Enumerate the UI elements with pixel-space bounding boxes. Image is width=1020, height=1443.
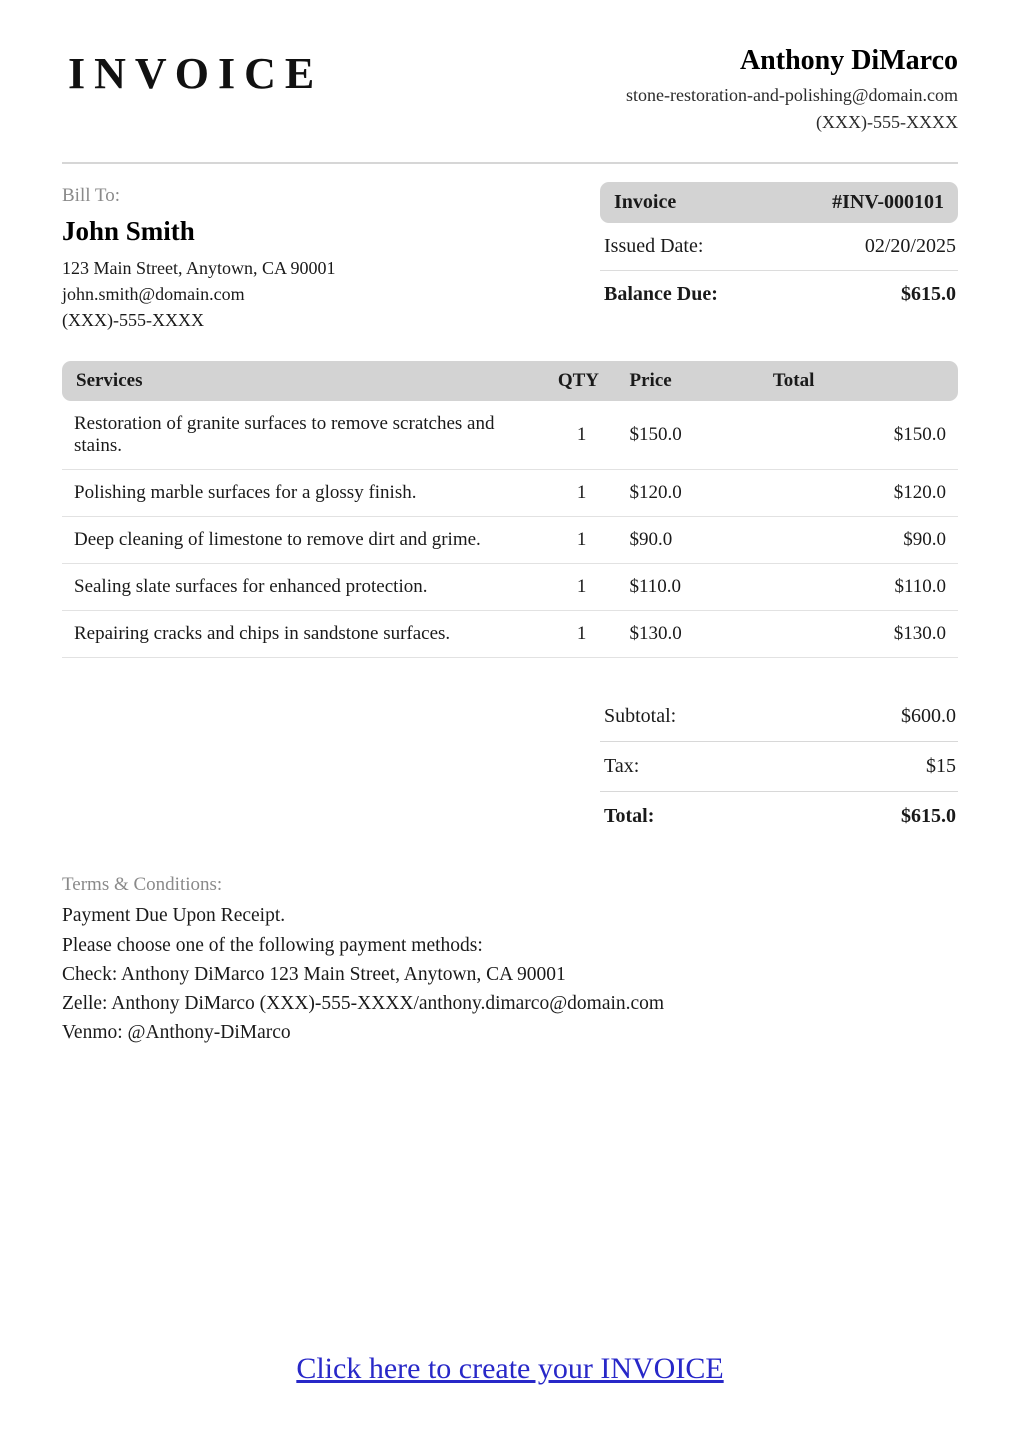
price-column-header: Price	[618, 361, 761, 401]
balance-due-label: Balance Due:	[604, 283, 718, 305]
grand-total-value: $615.0	[901, 804, 956, 827]
service-qty: 1	[546, 610, 618, 657]
terms-label: Terms & Conditions:	[62, 873, 223, 895]
client-name: John Smith	[62, 215, 195, 246]
service-qty: 1	[546, 563, 618, 610]
business-info-block	[626, 40, 958, 136]
tax-row	[600, 742, 958, 792]
terms-section	[62, 871, 958, 1048]
business-email: stone-restoration-and-polishing@domain.com	[625, 85, 958, 105]
tax-value: $15	[926, 754, 956, 777]
document-header	[62, 40, 958, 136]
service-description: Repairing cracks and chips in sandstone surfaces.	[62, 610, 546, 657]
subtotal-row	[600, 692, 958, 742]
service-total: $90.0	[761, 516, 958, 563]
issued-date-label: Issued Date:	[604, 235, 704, 257]
table-row	[62, 401, 958, 470]
table-row	[62, 516, 958, 563]
balance-due-value: $615.0	[901, 283, 956, 305]
service-price: $90.0	[618, 516, 761, 563]
service-description: Restoration of granite surfaces to remove scratches and stains.	[62, 401, 546, 470]
grand-total-row	[600, 792, 958, 841]
billing-section	[62, 182, 958, 333]
invoice-summary-box	[600, 182, 958, 333]
invoice-number: #INV-000101	[832, 191, 944, 213]
terms-line: Zelle: Anthony DiMarco (XXX)-555-XXXX/anthony.dimarco@domain.com	[62, 993, 665, 1015]
service-total: $150.0	[761, 401, 958, 470]
terms-line: Venmo: @Anthony-DiMarco	[62, 1022, 291, 1044]
bill-to-label: Bill To:	[62, 185, 120, 206]
grand-total-label: Total:	[604, 804, 655, 827]
service-total: $130.0	[761, 610, 958, 657]
terms-line: Payment Due Upon Receipt.	[62, 905, 286, 927]
table-row	[62, 469, 958, 516]
service-price: $130.0	[618, 610, 761, 657]
service-description: Polishing marble surfaces for a glossy finish.	[62, 469, 546, 516]
service-price: $150.0	[618, 401, 761, 470]
services-column-header: Services	[62, 361, 546, 401]
header-divider	[62, 162, 958, 164]
page-title: INVOICE	[68, 49, 324, 98]
invoice-number-row	[600, 182, 958, 223]
bill-to-block	[62, 182, 336, 333]
issued-date-row	[600, 223, 958, 271]
service-qty: 1	[546, 469, 618, 516]
service-description: Deep cleaning of limestone to remove dirt and grime.	[62, 516, 546, 563]
service-total: $110.0	[761, 563, 958, 610]
invoice-label: Invoice	[614, 191, 677, 213]
terms-line: Check: Anthony DiMarco 123 Main Street, Anytown, CA 90001	[62, 963, 566, 985]
client-address: 123 Main Street, Anytown, CA 90001	[62, 257, 336, 278]
qty-column-header: QTY	[546, 361, 618, 401]
totals-section	[600, 692, 958, 841]
table-row	[62, 563, 958, 610]
tax-label: Tax:	[604, 754, 640, 777]
balance-due-row	[600, 271, 958, 318]
subtotal-label: Subtotal:	[604, 704, 677, 727]
subtotal-value: $600.0	[901, 704, 956, 727]
table-row	[62, 610, 958, 657]
total-column-header: Total	[761, 361, 958, 401]
service-qty: 1	[546, 516, 618, 563]
issued-date-value: 02/20/2025	[864, 235, 956, 257]
service-description: Sealing slate surfaces for enhanced protection.	[62, 563, 546, 610]
terms-line: Please choose one of the following payment methods:	[62, 934, 483, 956]
business-phone: (XXX)-555-XXXX	[816, 112, 958, 132]
services-table	[62, 361, 958, 658]
service-price: $110.0	[618, 563, 761, 610]
services-header-row	[62, 361, 958, 401]
service-total: $120.0	[761, 469, 958, 516]
service-qty: 1	[546, 401, 618, 470]
footer-cta	[0, 1352, 1020, 1386]
client-phone: (XXX)-555-XXXX	[62, 309, 204, 330]
client-email: john.smith@domain.com	[62, 283, 245, 304]
business-name: Anthony DiMarco	[739, 45, 958, 76]
service-price: $120.0	[618, 469, 761, 516]
create-invoice-link[interactable]: Click here to create your INVOICE	[296, 1352, 724, 1385]
